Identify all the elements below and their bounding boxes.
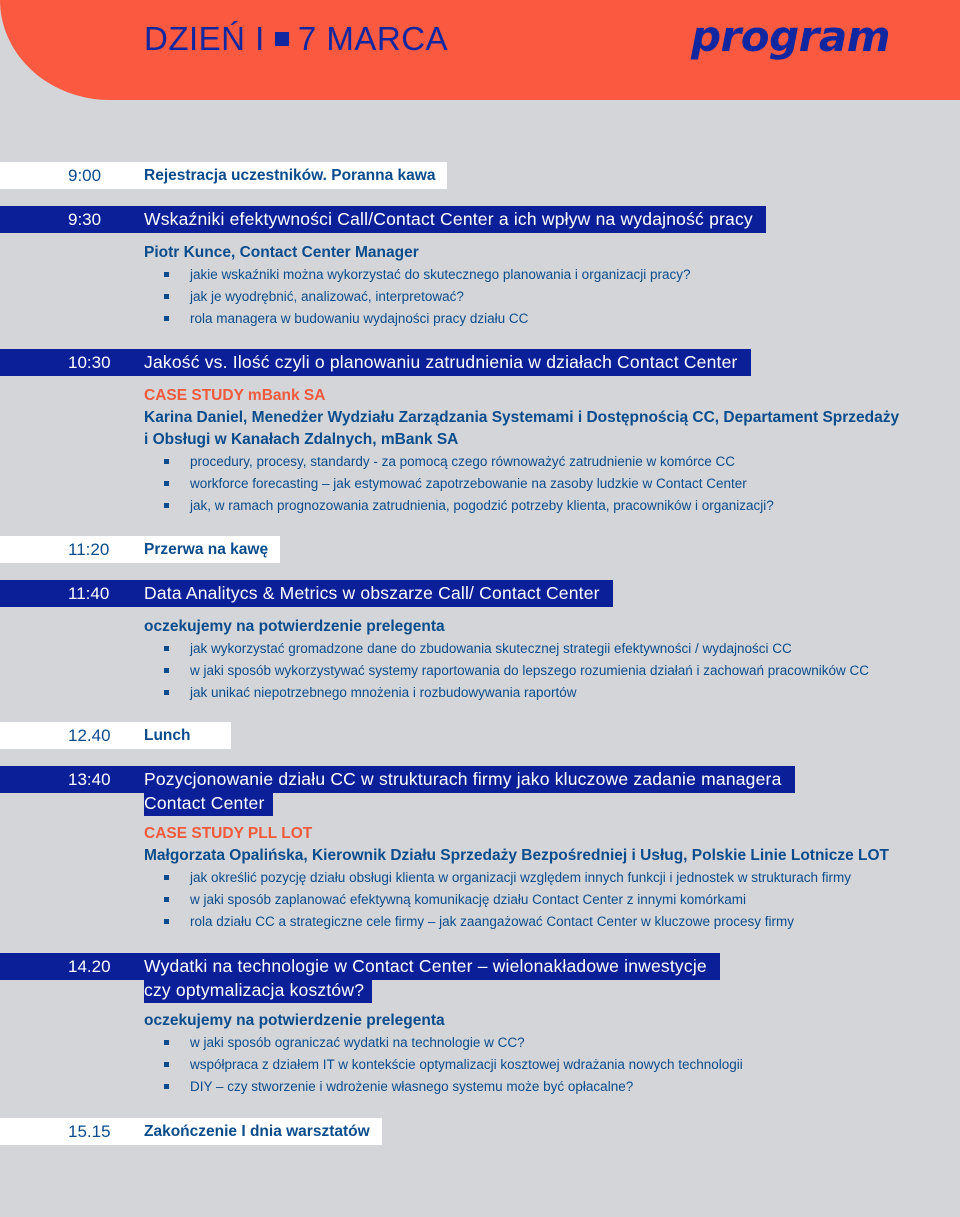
topic-list — [144, 451, 920, 517]
break-label: Zakończenie I dnia warsztatów — [144, 1118, 382, 1145]
agenda-item-session — [0, 953, 960, 1003]
agenda-time: 13:40 — [0, 766, 144, 793]
topic-list — [144, 638, 920, 704]
session-title-line: Pozycjonowanie działu CC w strukturach firmy jako kluczowe zadanie managera — [144, 766, 795, 793]
case-study-label: CASE STUDY PLL LOT — [144, 825, 313, 842]
agenda-item-break — [0, 162, 960, 189]
agenda-time: 14.20 — [0, 953, 144, 980]
session-title-line: czy optymalizacja kosztów? — [144, 980, 372, 1003]
session-details — [144, 385, 920, 517]
speaker-name: oczekujemy na potwierdzenie prelegenta — [144, 618, 445, 635]
topic-item: workforce forecasting – jak estymować zapotrzebowanie na zasoby ludzkie w Contact Center — [144, 473, 920, 495]
session-details — [144, 823, 920, 933]
agenda-time: 11:40 — [0, 580, 144, 607]
topic-list — [144, 1032, 920, 1098]
break-label: Rejestracja uczestników. Poranna kawa — [144, 162, 447, 189]
topic-item: jak je wyodrębnić, analizować, interpretować? — [144, 286, 920, 308]
session-details — [144, 242, 920, 330]
topic-item: procedury, procesy, standardy - za pomocą czego równoważyć zatrudnienie w komórce CC — [144, 451, 920, 473]
agenda-item-session — [0, 580, 960, 607]
agenda-time: 9:00 — [0, 162, 144, 189]
session-title: Wskaźniki efektywności Call/Contact Center a ich wpływ na wydajność pracy — [144, 206, 766, 233]
speaker-name: oczekujemy na potwierdzenie prelegenta — [144, 1012, 445, 1029]
agenda-time: 12.40 — [0, 722, 144, 749]
break-label: Lunch — [144, 722, 231, 749]
session-title-line: Wydatki na technologie w Contact Center – wielonakładowe inwestycje — [144, 953, 720, 980]
session-details — [144, 1010, 920, 1098]
case-study-label: CASE STUDY mBank SA — [144, 387, 326, 404]
date-label: 7 MARCA — [297, 20, 449, 57]
agenda-item-session — [0, 349, 960, 376]
agenda-item-session — [0, 206, 960, 233]
page-title — [144, 20, 448, 58]
topic-item: jak unikać niepotrzebnego mnożenia i rozbudowywania raportów — [144, 682, 920, 704]
agenda-item-break — [0, 722, 960, 749]
day-label: DZIEŃ I — [144, 20, 265, 57]
topic-item: DIY – czy stworzenie i wdrożenie własnego systemu może być opłacalne? — [144, 1076, 920, 1098]
topic-item: współpraca z działem IT w kontekście optymalizacji kosztowej wdrażania nowych technologii — [144, 1054, 920, 1076]
agenda-item-break — [0, 1118, 960, 1145]
topic-item: jak wykorzystać gromadzone dane do zbudowania skutecznej strategii efektywności / wydajności CC — [144, 638, 920, 660]
agenda-item-session — [0, 766, 960, 816]
topic-item: w jaki sposób ograniczać wydatki na technologie w CC? — [144, 1032, 920, 1054]
topic-item: rola działu CC a strategiczne cele firmy – jak zaangażować Contact Center w kluczowe procesy firmy — [144, 911, 920, 933]
topic-item: jakie wskaźniki można wykorzystać do skutecznego planowania i organizacji pracy? — [144, 264, 920, 286]
agenda-time: 11:20 — [0, 536, 144, 563]
session-title-line: Contact Center — [144, 793, 273, 816]
topic-list — [144, 264, 920, 330]
topic-item: jak określić pozycję działu obsługi klienta w organizacji względem innych funkcji i jednostek w strukturach firmy — [144, 867, 920, 889]
agenda-item-break — [0, 536, 960, 563]
agenda-time: 9:30 — [0, 206, 144, 233]
session-details — [144, 616, 920, 704]
break-label: Przerwa na kawę — [144, 536, 280, 563]
brand-logo: program — [690, 12, 890, 61]
speaker-name: Karina Daniel, Menedżer Wydziału Zarządzania Systemami i Dostępnością CC, Departament Sprzedaży — [144, 409, 900, 426]
session-title: Data Analitycs & Metrics w obszarze Call/ Contact Center — [144, 580, 613, 607]
speaker-name: Piotr Kunce, Contact Center Manager — [144, 244, 419, 261]
session-title: Jakość vs. Ilość czyli o planowaniu zatrudnienia w działach Contact Center — [144, 349, 751, 376]
topic-item: w jaki sposób wykorzystywać systemy raportowania do lepszego rozumienia działań i zachowań pracowników CC — [144, 660, 920, 682]
speaker-name: i Obsługi w Kanałach Zdalnych, mBank SA — [144, 431, 459, 448]
topic-item: jak, w ramach prognozowania zatrudnienia, pogodzić potrzeby klienta, pracowników i organizacji? — [144, 495, 920, 517]
topic-item: rola managera w budowaniu wydajności pracy działu CC — [144, 308, 920, 330]
square-bullet-icon — [275, 32, 289, 46]
agenda-time: 15.15 — [0, 1118, 144, 1145]
topic-list — [144, 867, 920, 933]
agenda-time: 10:30 — [0, 349, 144, 376]
speaker-name: Małgorzata Opalińska, Kierownik Działu Sprzedaży Bezpośredniej i Usług, Polskie Linie Lotnicze LOT — [144, 847, 890, 864]
topic-item: w jaki sposób zaplanować efektywną komunikację działu Contact Center z innymi komórkami — [144, 889, 920, 911]
